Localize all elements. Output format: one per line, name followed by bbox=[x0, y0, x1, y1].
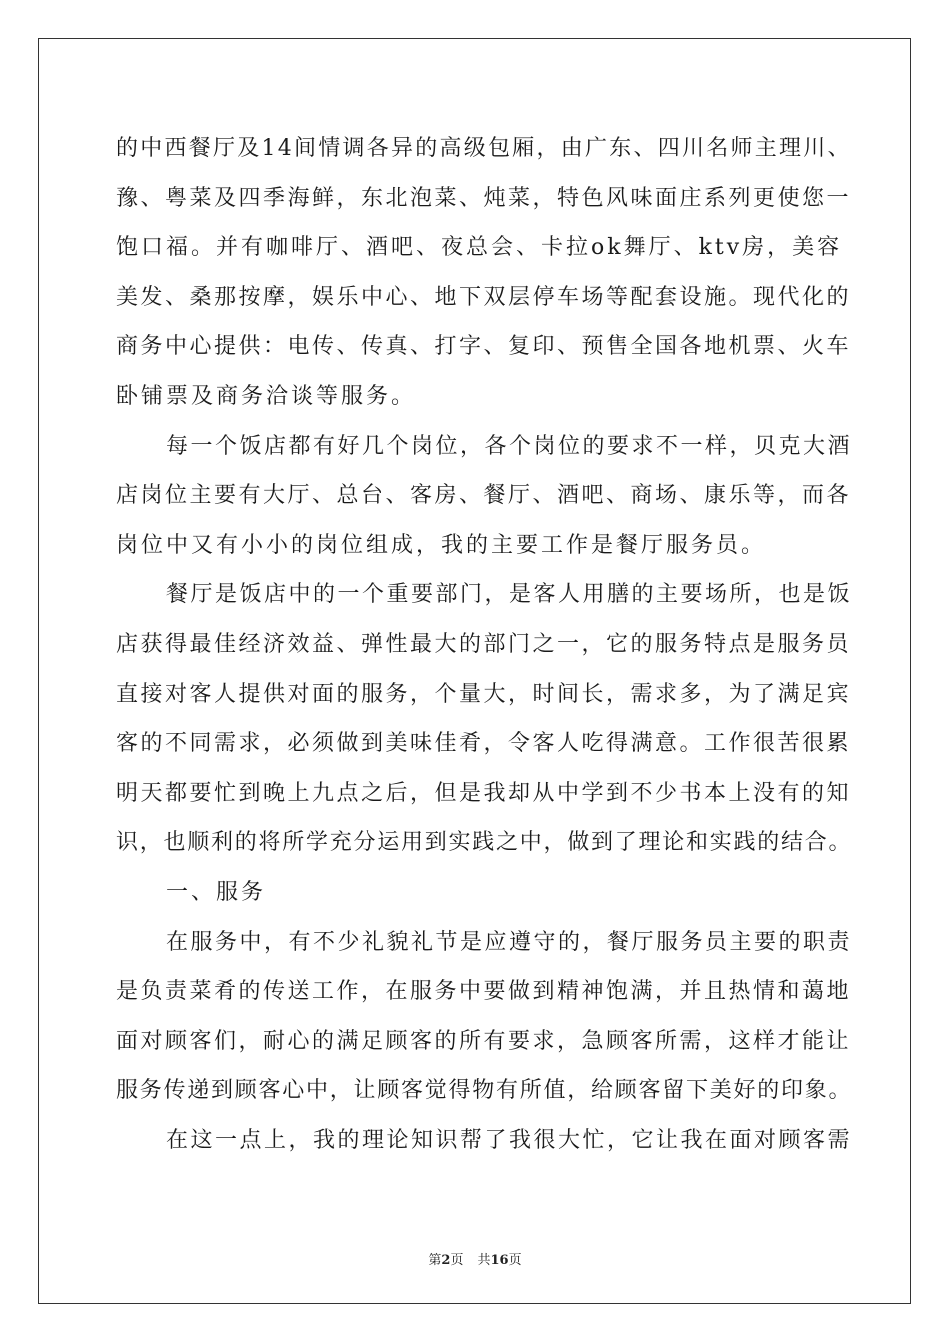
text-line: 是负责菜肴的传送工作，在服务中要做到精神饱满，并且热情和蔼地 bbox=[116, 979, 852, 1005]
page-prefix: 第 bbox=[428, 1253, 442, 1268]
text-line: 服务传递到顾客心中，让顾客觉得物有所值，给顾客留下美好的印象。 bbox=[116, 1078, 853, 1104]
text-line: 客的不同需求，必须做到美味佳肴，令客人吃得满意。工作很苦很累 bbox=[116, 731, 852, 757]
text-line: 面对顾客们，耐心的满足顾客的所有要求，急顾客所需，这样才能让 bbox=[116, 1028, 852, 1054]
text-line: 店岗位主要有大厅、总台、客房、餐厅、酒吧、商场、康乐等，而各 bbox=[116, 483, 852, 509]
text-line: 店获得最佳经济效益、弹性最大的部门之一，它的服务特点是服务员 bbox=[116, 631, 852, 657]
text-line: 直接对客人提供对面的服务，个量大，时间长，需求多，为了满足宾 bbox=[116, 681, 852, 707]
text-line: 识，也顺利的将所学充分运用到实践之中，做到了理论和实践的结合。 bbox=[116, 830, 853, 856]
page-number: 2 bbox=[441, 1253, 451, 1268]
paragraph-start-line: 每一个饭店都有好几个岗位，各个岗位的要求不一样，贝克大酒 bbox=[166, 433, 853, 459]
page-footer bbox=[0, 1249, 950, 1268]
text-line: 明天都要忙到晚上九点之后，但是我却从中学到不少书本上没有的知 bbox=[116, 780, 852, 806]
text-line: 商务中心提供：电传、传真、打字、复印、预售全国各地机票、火车 bbox=[116, 334, 852, 360]
text-line: 美发、桑那按摩，娱乐中心、地下双层停车场等配套设施。现代化的 bbox=[116, 284, 852, 310]
paragraph-start-line: 在服务中，有不少礼貌礼节是应遵守的，餐厅服务员主要的职责 bbox=[166, 929, 853, 955]
text-line: 豫、粤菜及四季海鲜，东北泡菜、炖菜，特色风味面庄系列更使您一 bbox=[116, 185, 852, 211]
total-pages: 16 bbox=[490, 1253, 509, 1268]
total-suffix: 页 bbox=[508, 1253, 522, 1268]
paragraph-start-line: 餐厅是饭店中的一个重要部门，是客人用膳的主要场所，也是饭 bbox=[166, 582, 853, 608]
text-line: 卧铺票及商务洽谈等服务。 bbox=[116, 383, 417, 409]
total-prefix: 共 bbox=[477, 1253, 491, 1268]
page-suffix: 页 bbox=[450, 1253, 464, 1268]
paragraph-start-line: 在这一点上，我的理论知识帮了我很大忙，它让我在面对顾客需 bbox=[166, 1127, 853, 1153]
document-body bbox=[116, 124, 856, 1165]
section-heading: 一、服务 bbox=[166, 879, 267, 905]
text-line: 的中西餐厅及14间情调各异的高级包厢，由广东、四川名师主理川、 bbox=[116, 136, 852, 161]
text-line: 岗位中又有小小的岗位组成，我的主要工作是餐厅服务员。 bbox=[116, 532, 767, 558]
text-line: 饱口福。并有咖啡厅、酒吧、夜总会、卡拉ok舞厅、ktv房，美容 bbox=[116, 235, 843, 261]
